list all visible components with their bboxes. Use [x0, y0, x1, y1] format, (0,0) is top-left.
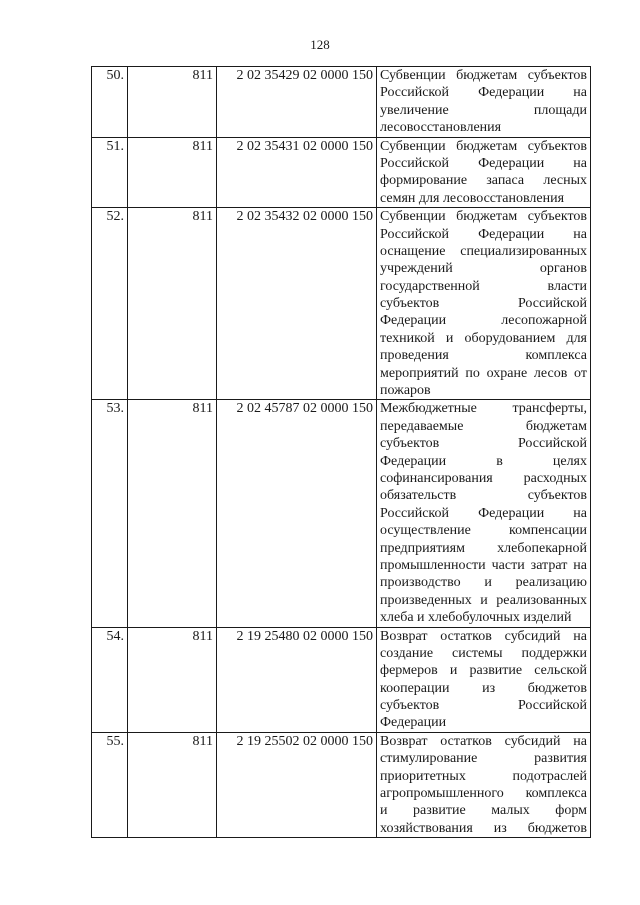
table-row — [92, 67, 591, 138]
description-line: Российской Федерации на — [380, 155, 587, 171]
description-line: оснащение специализированных — [380, 243, 587, 259]
table-body — [92, 67, 591, 838]
description-line: хлеба и хлебобулочных изделий — [380, 610, 572, 626]
row-number-cell: 55. — [92, 732, 128, 837]
administrator-code-cell: 811 — [128, 208, 217, 400]
description-line: приоритетных подотраслей — [380, 768, 587, 784]
description-line: мероприятий по охране лесов от — [380, 365, 587, 381]
description-line: техникой и оборудованием для — [380, 330, 587, 346]
description-line: передаваемые бюджетам — [380, 418, 587, 434]
page-number: 128 — [310, 37, 330, 52]
row-number-cell: 51. — [92, 137, 128, 208]
revenue-description-cell — [377, 208, 591, 400]
budget-classification-code-cell: 2 02 35429 02 0000 150 — [217, 67, 377, 138]
description-line: обязательств субъектов — [380, 488, 587, 504]
budget-classification-code-cell: 2 19 25480 02 0000 150 — [217, 627, 377, 732]
description-line: кооперации из бюджетов — [380, 680, 587, 696]
description-line: Субвенции бюджетам субъектов — [380, 68, 587, 83]
description-line: предприятиям хлебопекарной — [380, 540, 587, 556]
table-row — [92, 400, 591, 627]
description-line: Возврат остатков субсидий на — [380, 733, 587, 749]
description-line: создание системы поддержки — [380, 645, 587, 661]
description-line: Субвенции бюджетам субъектов — [380, 138, 587, 154]
description-line: Федерации лесопожарной — [380, 313, 587, 329]
row-number-cell: 53. — [92, 400, 128, 627]
description-line: увеличение площади — [380, 102, 587, 118]
table-row — [92, 732, 591, 837]
description-line: субъектов Российской — [380, 698, 587, 714]
description-line: агропромышленного комплекса — [380, 786, 587, 802]
description-line: лесовосстановления — [380, 120, 502, 136]
administrator-code-cell: 811 — [128, 137, 217, 208]
description-line: субъектов Российской — [380, 436, 587, 452]
table-row — [92, 208, 591, 400]
description-line: промышленности части затрат на — [380, 557, 587, 573]
revenue-description-cell — [377, 137, 591, 208]
revenue-description-cell — [377, 67, 591, 138]
description-line: проведения комплекса — [380, 348, 587, 364]
description-line: пожаров — [380, 383, 431, 399]
row-number-cell: 54. — [92, 627, 128, 732]
budget-classification-code-cell: 2 02 35431 02 0000 150 — [217, 137, 377, 208]
description-line: Межбюджетные трансферты, — [380, 401, 587, 417]
description-line: произведенных и реализованных — [380, 592, 587, 608]
description-line: стимулирование развития — [380, 751, 587, 767]
description-line: Российской Федерации на — [380, 226, 587, 242]
description-line: Российской Федерации на — [380, 505, 587, 521]
description-line: производство и реализацию — [380, 575, 587, 591]
description-line: формирование запаса лесных — [380, 173, 587, 189]
administrator-code-cell: 811 — [128, 627, 217, 732]
description-line: софинансирования расходных — [380, 470, 587, 486]
budget-classification-code-cell: 2 02 35432 02 0000 150 — [217, 208, 377, 400]
revenue-description-cell — [377, 627, 591, 732]
budget-classification-code-cell: 2 19 25502 02 0000 150 — [217, 732, 377, 837]
administrator-code-cell: 811 — [128, 67, 217, 138]
description-line: субъектов Российской — [380, 296, 587, 312]
row-number-cell: 50. — [92, 67, 128, 138]
table-row — [92, 137, 591, 208]
description-line: и развитие малых форм — [380, 803, 587, 819]
administrator-code-cell: 811 — [128, 400, 217, 627]
description-line: хозяйствования из бюджетов — [380, 820, 587, 836]
description-line: осуществление компенсации — [380, 523, 587, 539]
description-line: государственной власти — [380, 278, 587, 294]
description-line: учреждений органов — [380, 261, 587, 277]
description-line: семян для лесовосстановления — [380, 190, 565, 206]
revenue-description-cell — [377, 732, 591, 837]
budget-classification-code-cell: 2 02 45787 02 0000 150 — [217, 400, 377, 627]
description-line: Субвенции бюджетам субъектов — [380, 209, 587, 225]
revenue-description-cell — [377, 400, 591, 627]
budget-revenue-table — [91, 66, 591, 838]
table-row — [92, 627, 591, 732]
description-line: фермеров и развитие сельской — [380, 663, 587, 679]
description-line: Федерации в целях — [380, 453, 587, 469]
description-line: Возврат остатков субсидий на — [380, 628, 587, 644]
description-line: Российской Федерации на — [380, 85, 587, 101]
description-line: Федерации — [380, 715, 447, 731]
row-number-cell: 52. — [92, 208, 128, 400]
administrator-code-cell: 811 — [128, 732, 217, 837]
